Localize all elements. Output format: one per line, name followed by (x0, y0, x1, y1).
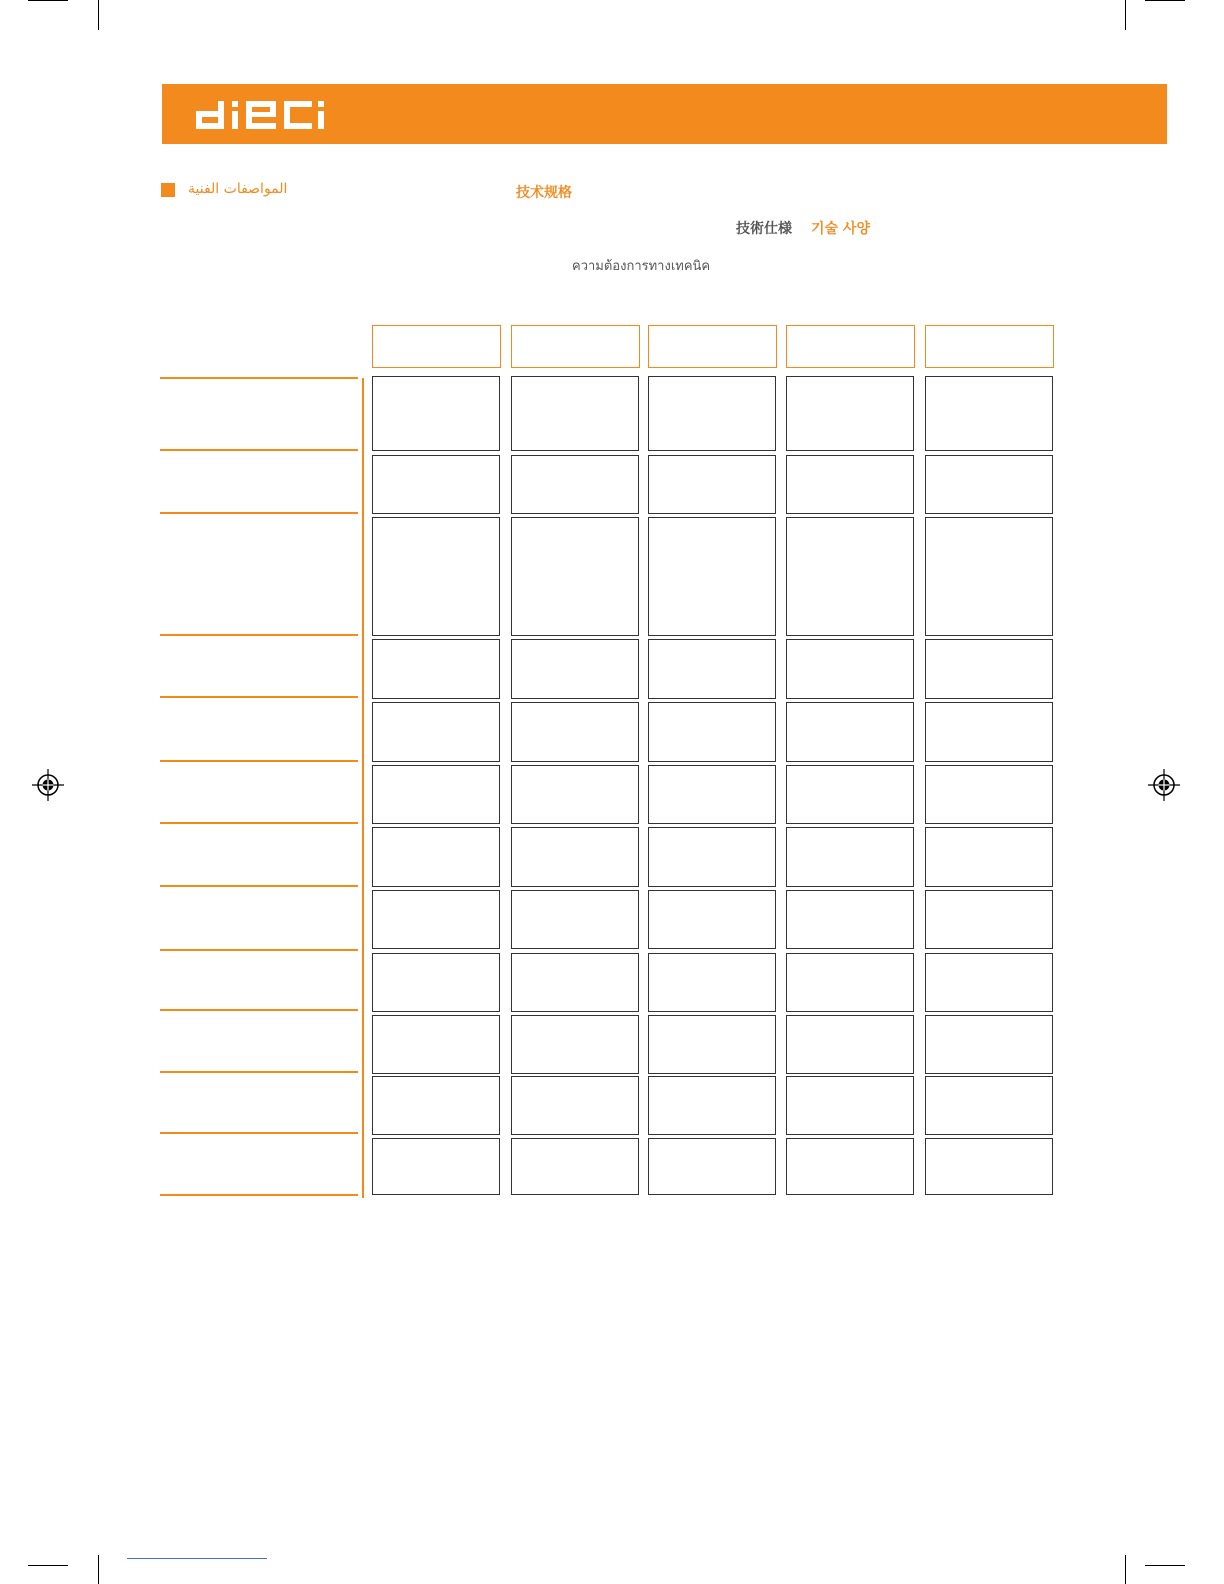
row-separator (160, 822, 358, 824)
row-separator (160, 1009, 358, 1011)
table-cell (925, 953, 1053, 1012)
table-cell (372, 455, 500, 514)
table-cell (648, 1138, 776, 1195)
table-cell (511, 639, 639, 699)
table-cell (511, 455, 639, 514)
table-cell (372, 827, 500, 887)
row-separator (160, 949, 358, 951)
table-header-cell (372, 325, 501, 368)
table-cell (372, 953, 500, 1012)
footer-rule (127, 1558, 267, 1559)
table-cell (511, 1015, 639, 1074)
table-cell (648, 455, 776, 514)
row-separator (160, 1132, 358, 1134)
row-separator (160, 885, 358, 887)
table-cell (925, 639, 1053, 699)
table-cell (925, 1138, 1053, 1195)
table-cell (648, 890, 776, 949)
table-cell (648, 1076, 776, 1135)
row-separator (160, 760, 358, 762)
table-cell (648, 639, 776, 699)
crop-mark-bottom-right-v (1125, 1555, 1126, 1584)
crop-mark-bottom-left (28, 1565, 68, 1566)
table-cell (786, 953, 914, 1012)
row-separator (160, 1194, 358, 1196)
row-separator (160, 1071, 358, 1073)
row-separator (160, 377, 358, 379)
registration-mark-right (1148, 769, 1180, 801)
table-cell (372, 765, 500, 824)
table-cell (511, 376, 639, 451)
crop-mark-bottom-left-v (98, 1555, 99, 1584)
table-cell (925, 455, 1053, 514)
table-cell (648, 953, 776, 1012)
dieci-logo (196, 101, 328, 129)
table-cell (786, 890, 914, 949)
table-cell (648, 827, 776, 887)
table-header-cell (648, 325, 777, 368)
row-separator (160, 634, 358, 636)
table-cell (511, 890, 639, 949)
table-cell (372, 890, 500, 949)
table-cell (648, 376, 776, 451)
table-cell (511, 765, 639, 824)
title-korean: 기술 사양 (811, 221, 870, 237)
table-cell (648, 517, 776, 636)
table-cell (786, 1076, 914, 1135)
title-arabic: المواصفات الفنية (188, 181, 288, 197)
table-cell (372, 639, 500, 699)
table-cell (925, 702, 1053, 762)
table-cell (786, 1138, 914, 1195)
row-separator (160, 449, 358, 451)
table-cell (648, 702, 776, 762)
table-header-cell (511, 325, 640, 368)
table-cell (511, 702, 639, 762)
orange-square-marker (161, 183, 175, 197)
table-cell (786, 376, 914, 451)
table-cell (511, 1138, 639, 1195)
table-cell (372, 1138, 500, 1195)
table-cell (925, 1015, 1053, 1074)
crop-mark-top-right (1145, 0, 1185, 1)
table-cell (511, 827, 639, 887)
table-header-cell (925, 325, 1054, 368)
table-cell (786, 702, 914, 762)
crop-mark-top-left (28, 0, 68, 1)
table-cell (511, 517, 639, 636)
row-separator (160, 696, 358, 698)
table-cell (925, 765, 1053, 824)
table-cell (925, 517, 1053, 636)
table-cell (511, 1076, 639, 1135)
table-cell (786, 1015, 914, 1074)
table-cell (786, 827, 914, 887)
table-cell (786, 455, 914, 514)
crop-mark-bottom-right (1145, 1565, 1185, 1566)
row-separator (160, 512, 358, 514)
table-cell (925, 890, 1053, 949)
table-cell (648, 1015, 776, 1074)
title-japanese: 技術仕様 (736, 221, 792, 237)
table-cell (648, 765, 776, 824)
table-cell (925, 376, 1053, 451)
table-cell (925, 1076, 1053, 1135)
table-cell (372, 376, 500, 451)
title-chinese: 技术规格 (516, 185, 572, 201)
table-cell (786, 765, 914, 824)
table-cell (372, 1076, 500, 1135)
registration-mark-left (32, 769, 64, 801)
table-cell (925, 827, 1053, 887)
table-cell (372, 1015, 500, 1074)
table-cell (786, 517, 914, 636)
table-cell (786, 639, 914, 699)
table-divider (362, 378, 364, 1198)
crop-mark-top-right-v (1125, 0, 1126, 30)
table-cell (511, 953, 639, 1012)
table-cell (372, 517, 500, 636)
table-header-cell (786, 325, 915, 368)
title-thai: ความต้องการทางเทคนิค (572, 259, 711, 274)
table-cell (372, 702, 500, 762)
crop-mark-top-left-v (98, 0, 99, 30)
